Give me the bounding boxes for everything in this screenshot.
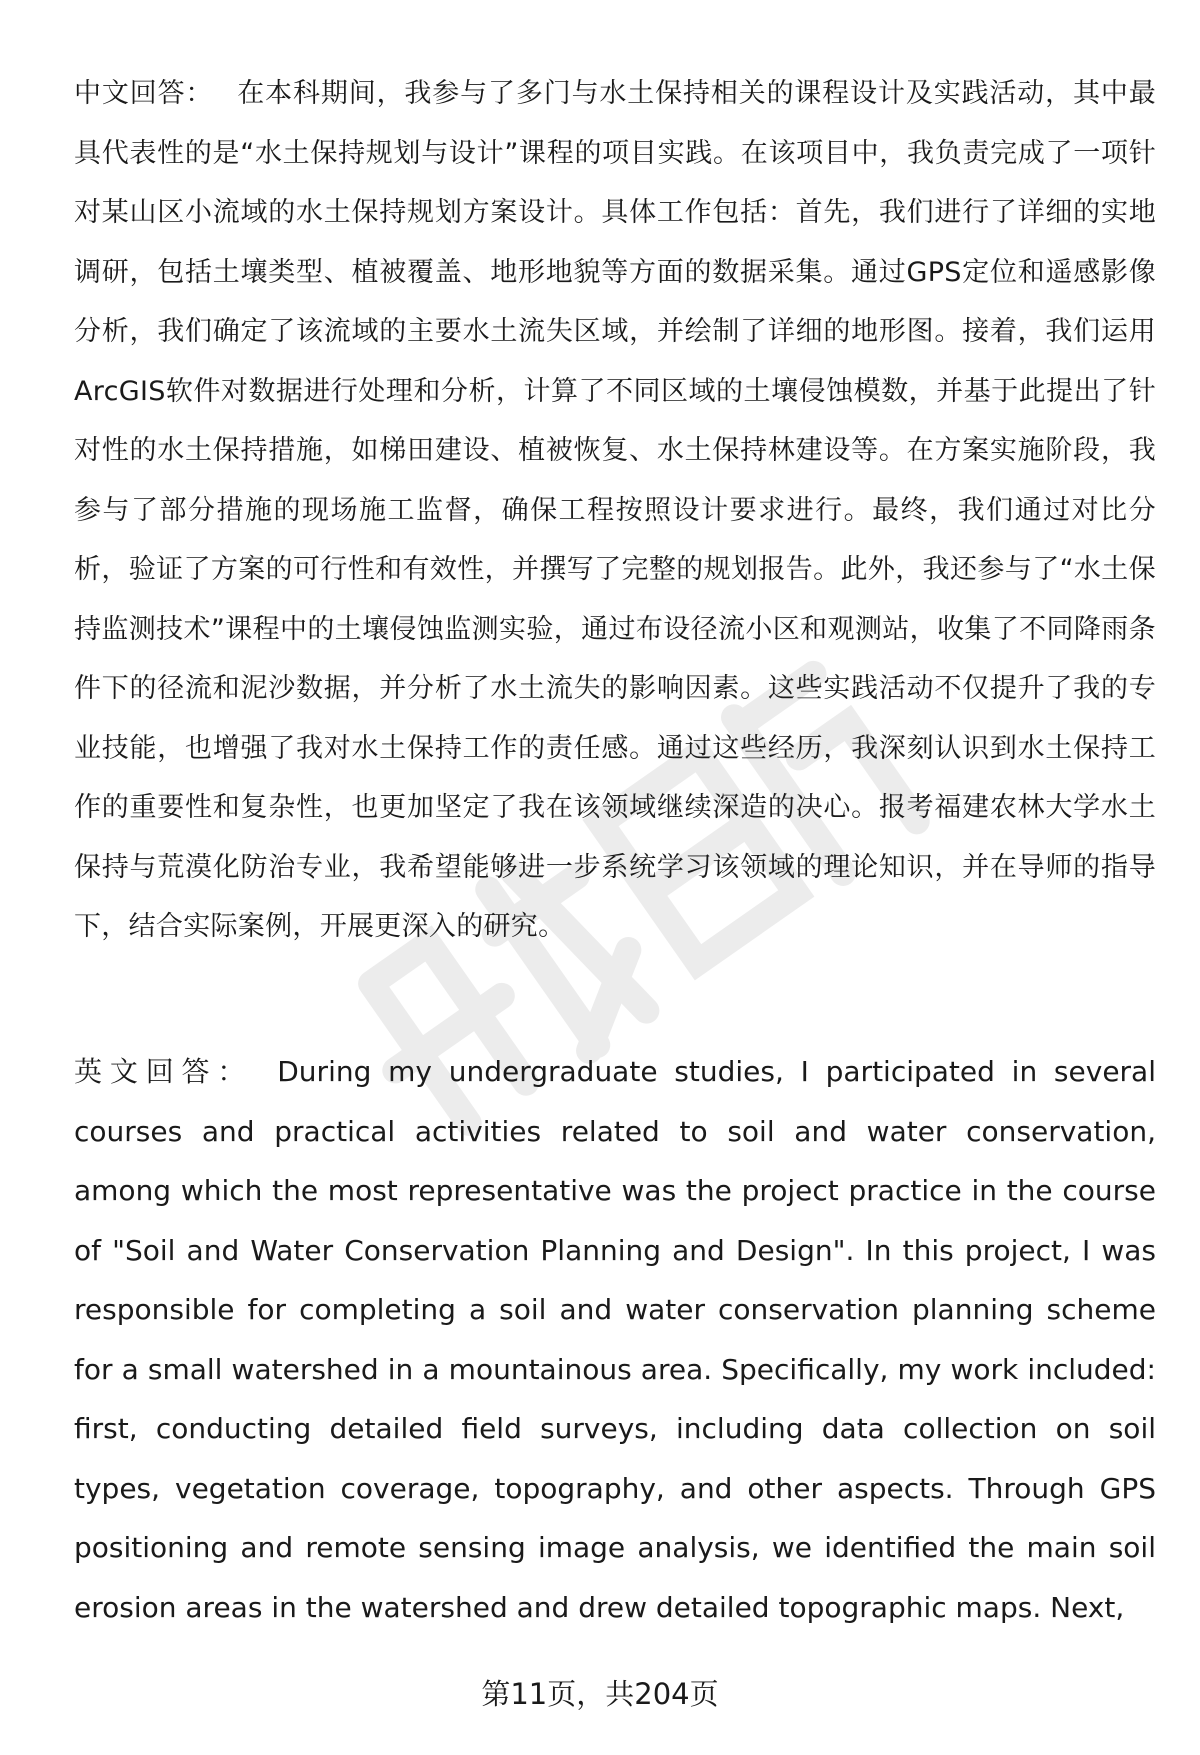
english-answer-text: During my undergraduate studies, I participated in several courses and practical activities related to soil and water conservation, among which the most representative was the project practice in the course of "Soil and Water Conservation Planning and Design". In this project, I was responsible for completing a soil and water conservation planning scheme for a small watershed in a mountainous area. Specifically, my work included: first, conducting detailed field surveys, including data collection on soil types, vegetation coverage, topography, and other aspects. Through GPS positioning and remote sensing image analysis, we identified the main soil erosion areas in the watershed and drew detailed topographic maps. Next, <box>74 1055 1156 1624</box>
chinese-answer-label: 中文回答： <box>74 78 214 109</box>
chinese-answer-paragraph <box>74 64 1156 957</box>
english-answer-paragraph <box>74 1042 1156 1637</box>
chinese-answer-text: 在本科期间，我参与了多门与水土保持相关的课程设计及实践活动，其中最具代表性的是“水土保持规划与设计”课程的项目实践。在该项目中，我负责完成了一项针对某山区小流域的水土保持规划方案设计。具体工作包括：首先，我们进行了详细的实地调研，包括土壤类型、植被覆盖、地形地貌等方面的数据采集。通过GPS定位和遥感影像分析，我们确定了该流域的主要水土流失区域，并绘制了详细的地形图。接着，我们运用ArcGIS软件对数据进行处理和分析，计算了不同区域的土壤侵蚀模数，并基于此提出了针对性的水土保持措施，如梯田建设、植被恢复、水土保持林建设等。在方案实施阶段，我参与了部分措施的现场施工监督，确保工程按照设计要求进行。最终，我们通过对比分析，验证了方案的可行性和有效性，并撰写了完整的规划报告。此外，我还参与了“水土保持监测技术”课程中的土壤侵蚀监测实验，通过布设径流小区和观测站，收集了不同降雨条件下的径流和泥沙数据，并分析了水土流失的影响因素。这些实践活动不仅提升了我的专业技能，也增强了我对水土保持工作的责任感。通过这些经历，我深刻认识到水土保持工作的重要性和复杂性，也更加坚定了我在该领域继续深造的决心。报考福建农林大学水土保持与荒漠化防治专业，我希望能够进一步系统学习该领域的理论知识，并在导师的指导下，结合实际案例，开展更深入的研究。 <box>74 78 1157 942</box>
english-answer-label: 英文回答： <box>74 1055 254 1088</box>
page-number-footer: 第11页，共204页 <box>481 1677 719 1711</box>
